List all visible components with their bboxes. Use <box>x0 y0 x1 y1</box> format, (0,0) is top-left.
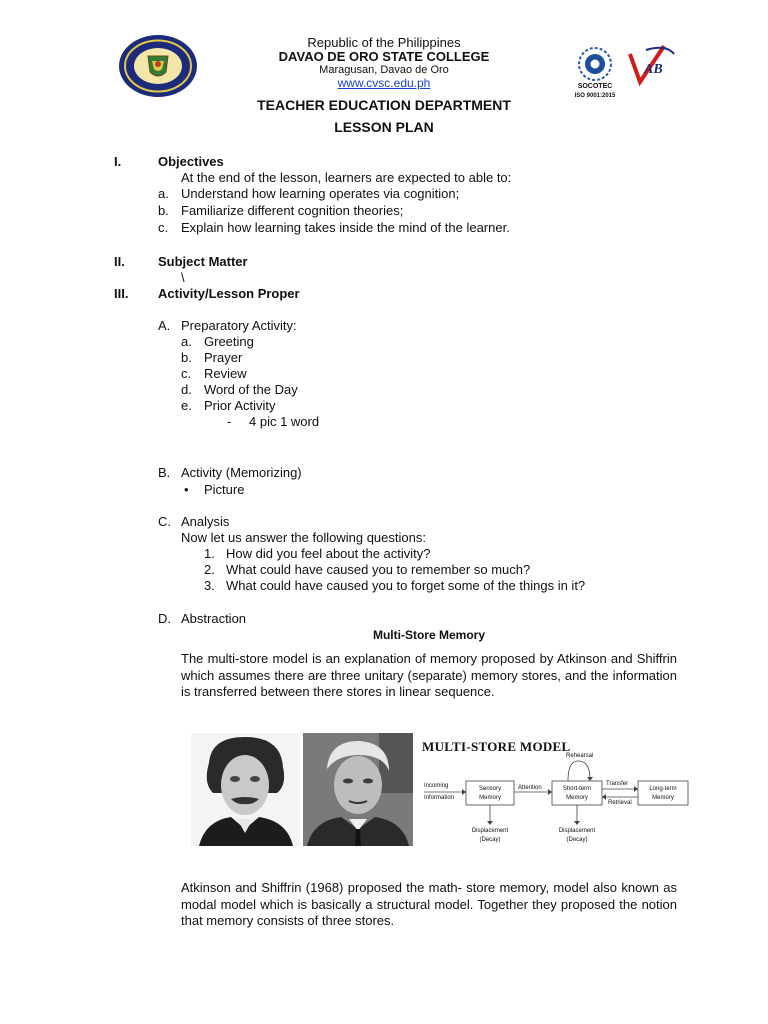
section-a-mark: A. <box>158 318 171 333</box>
diagram-title: MULTI-STORE MODEL <box>422 739 571 754</box>
iso-label: ISO 9001:2015 <box>574 93 616 99</box>
objective-mark: b. <box>158 203 169 218</box>
subject-title: Subject Matter <box>158 254 248 269</box>
prep-item: Greeting <box>204 334 254 349</box>
section-b-mark: B. <box>158 465 171 480</box>
attention-label: Attention <box>518 785 542 791</box>
prep-mark: d. <box>181 382 192 397</box>
subject-number: II. <box>114 254 125 269</box>
section-d-mark: D. <box>158 611 171 626</box>
lesson-plan-title: LESSON PLAN <box>334 119 434 135</box>
socotec-label: SOCOTEC <box>577 83 613 90</box>
objective-item: Familiarize different cognition theories; <box>181 203 404 218</box>
section-b-label: Activity (Memorizing) <box>181 465 302 480</box>
displacement-label: Displacement <box>471 828 509 834</box>
prep-mark: e. <box>181 398 192 413</box>
prep-item: Word of the Day <box>204 382 298 397</box>
sensory-memory-label: Memory <box>479 795 501 801</box>
multi-store-diagram <box>416 733 692 853</box>
analysis-intro: Now let us answer the following questions: <box>181 530 426 545</box>
short-term-label: Short-term <box>562 786 592 792</box>
objective-item: Explain how learning takes inside the mind of the learner. <box>181 220 510 235</box>
prep-mark: b. <box>181 350 192 365</box>
question-mark: 3. <box>204 578 215 593</box>
objectives-number: I. <box>114 154 122 169</box>
ab-logo <box>624 42 680 102</box>
prep-item: Review <box>204 366 247 381</box>
objective-mark: c. <box>158 220 169 235</box>
prior-sub-mark: - <box>227 414 232 429</box>
transfer-label: Transfer <box>606 781 629 787</box>
prep-mark: a. <box>181 334 192 349</box>
information-label: Information <box>424 795 455 801</box>
abstraction-paragraph-2: Atkinson and Shiffrin (1968) proposed the math- store memory, model also known as modal model which is basically a structural model. Together they proposed the notion that memory consists of three stores. <box>181 880 677 928</box>
question-mark: 2. <box>204 562 215 577</box>
sensory-label: Sensory <box>478 786 501 792</box>
college-name: DAVAO DE ORO STATE COLLEGE <box>278 49 490 64</box>
question-text: What could have caused you to remember so much? <box>226 562 531 577</box>
displacement-label: Displacement <box>558 828 596 834</box>
abstraction-paragraph-1: The multi-store model is an explanation of memory proposed by Atkinson and Shiffrin which assumes there are three unitary (separate) memory stores, and the information is transferred between there stores in linear sequence. <box>181 651 677 699</box>
objectives-title: Objectives <box>158 154 224 169</box>
rehearsal-label: Rehearsal <box>566 753 594 759</box>
prep-mark: c. <box>181 366 192 381</box>
objective-item: Understand how learning operates via cognition; <box>181 186 460 201</box>
prep-item: Prayer <box>204 350 243 365</box>
activity-title: Activity/Lesson Proper <box>158 286 300 301</box>
long-term-memory-label: Memory <box>652 795 674 801</box>
section-d-label: Abstraction <box>181 611 247 626</box>
objective-mark: a. <box>158 186 169 201</box>
section-c-label: Analysis <box>181 514 230 529</box>
republic-line: Republic of the Philippines <box>307 35 461 50</box>
question-mark: 1. <box>204 546 215 561</box>
decay-label: (Decay) <box>566 837 588 843</box>
activity-b-item: Picture <box>204 482 245 497</box>
abstraction-heading: Multi-Store Memory <box>372 628 485 642</box>
prep-item: Prior Activity <box>204 398 276 413</box>
retrieval-label: Retrieval <box>608 800 632 806</box>
subject-value: \ <box>181 270 185 285</box>
short-term-memory-label: Memory <box>566 795 588 801</box>
incoming-label: Incoming <box>424 783 449 789</box>
shiffrin-photo <box>303 733 413 846</box>
section-a-label: Preparatory Activity: <box>181 318 297 333</box>
question-text: How did you feel about the activity? <box>226 546 431 561</box>
long-term-label: Long-term <box>649 786 677 792</box>
college-address: Maragusan, Davao de Oro <box>319 64 449 76</box>
question-text: What could have caused you to forget some of the things in it? <box>226 578 586 593</box>
prior-sub-item: 4 pic 1 word <box>249 414 320 429</box>
objectives-intro: At the end of the lesson, learners are expected to able to: <box>181 170 512 185</box>
department-title: TEACHER EDUCATION DEPARTMENT <box>257 97 511 113</box>
activity-number: III. <box>114 286 129 301</box>
ab-label: AB <box>644 62 663 77</box>
bullet-icon: • <box>184 482 189 497</box>
atkinson-photo <box>191 733 300 846</box>
decay-label: (Decay) <box>479 837 501 843</box>
website-link[interactable]: www.cvsc.edu.ph <box>337 76 431 90</box>
section-c-mark: C. <box>158 514 171 529</box>
